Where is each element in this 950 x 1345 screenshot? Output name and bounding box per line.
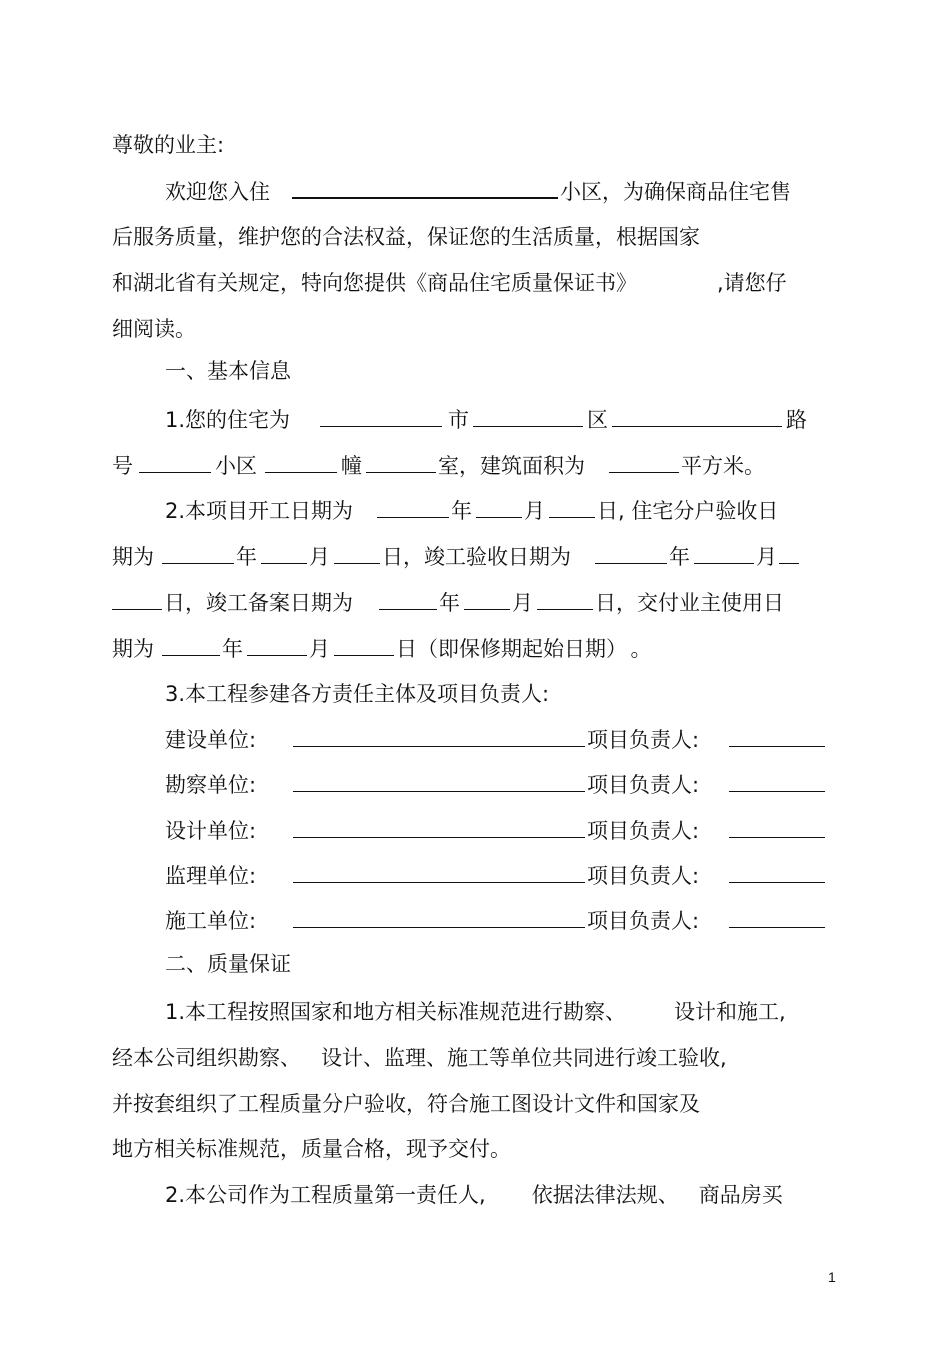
address-line-2	[112, 452, 765, 480]
completion-month-blank[interactable]	[694, 543, 754, 564]
quality-text: 设计和施工,	[674, 1000, 786, 1024]
acceptance-day-blank[interactable]	[334, 543, 380, 564]
party-unit-label: 监理单位:	[165, 864, 257, 888]
road-blank[interactable]	[612, 406, 782, 427]
manager-blank[interactable]	[729, 817, 825, 838]
number-label: 号	[112, 454, 133, 478]
quality-line-5	[165, 1181, 783, 1209]
party-unit-blank[interactable]	[293, 862, 585, 883]
acceptance-month-blank[interactable]	[261, 543, 307, 564]
year-label: 年	[222, 637, 243, 661]
month-label: 月	[309, 637, 330, 661]
party-row	[165, 862, 825, 890]
delivery-date-label: 日，交付业主使用日	[595, 591, 784, 615]
city-blank[interactable]	[320, 406, 442, 427]
party-unit-blank[interactable]	[293, 907, 585, 928]
month-label: 月	[756, 545, 777, 569]
party-unit-blank[interactable]	[293, 817, 585, 838]
quality-line-4: 地方相关标准规范，质量合格，现予交付。	[112, 1137, 511, 1161]
greeting: 尊敬的业主:	[112, 133, 225, 157]
completion-date-label: 日，竣工验收日期为	[382, 545, 571, 569]
district-label: 区	[587, 408, 609, 432]
completion-year-blank[interactable]	[595, 543, 667, 564]
page-number: 1	[828, 1269, 836, 1285]
manager-blank[interactable]	[729, 862, 825, 883]
quality-line-3: 并按套组织了工程质量分户验收，符合施工图设计文件和国家及	[112, 1092, 700, 1116]
quality-text: 设计、监理、施工等单位共同进行竣工验收,	[321, 1046, 727, 1070]
quality-text: 商品房买	[698, 1183, 783, 1207]
parties-title: 3.本工程参建各方责任主体及项目负责人:	[165, 682, 550, 706]
year-label: 年	[439, 591, 460, 615]
manager-label: 项目负责人:	[587, 864, 700, 888]
month-label: 月	[524, 499, 546, 523]
quality-text: 经本公司组织勘察、	[112, 1046, 301, 1070]
month-label: 月	[512, 591, 533, 615]
intro-line-3	[112, 269, 787, 297]
section-1-title: 一、基本信息	[165, 359, 291, 383]
party-unit-blank[interactable]	[293, 726, 585, 747]
completion-day-blank-start[interactable]	[779, 543, 799, 564]
party-row	[165, 817, 825, 845]
filing-date-label: 日，竣工备案日期为	[164, 591, 353, 615]
period-label: 期为	[112, 637, 154, 661]
quality-text: 2.本公司作为工程质量第一责任人,	[165, 1183, 486, 1207]
year-label: 年	[236, 545, 257, 569]
acceptance-year-blank[interactable]	[162, 543, 234, 564]
intro-line-4: 细阅读。	[112, 317, 196, 341]
party-unit-label: 勘察单位:	[165, 773, 257, 797]
start-year-blank[interactable]	[377, 497, 449, 518]
year-label: 年	[669, 545, 690, 569]
quality-text: 1.本工程按照国家和地方相关标准规范进行勘察、	[165, 1000, 627, 1024]
area-label: 室，建筑面积为	[438, 454, 585, 478]
start-date-label: 2.本项目开工日期为	[165, 499, 354, 523]
party-row	[165, 771, 825, 799]
intro-line-1-end: 小区，为确保商品住宅售	[560, 180, 791, 204]
year-label: 年	[451, 499, 473, 523]
manager-label: 项目负责人:	[587, 819, 700, 843]
area-blank[interactable]	[609, 452, 679, 473]
filing-year-blank[interactable]	[379, 589, 437, 610]
quality-line-1	[165, 998, 786, 1026]
building-blank[interactable]	[265, 452, 337, 473]
intro-line-2: 后服务质量，维护您的合法权益，保证您的生活质量，根据国家	[112, 225, 700, 249]
intro-line-3-end: ,请您仔	[717, 271, 787, 295]
start-day-blank[interactable]	[549, 497, 595, 518]
party-unit-label: 设计单位:	[165, 819, 257, 843]
number-blank[interactable]	[139, 452, 211, 473]
manager-blank[interactable]	[729, 726, 825, 747]
address-label: 1.您的住宅为	[165, 408, 291, 432]
road-label: 路	[786, 408, 808, 432]
intro-line-3-text: 和湖北省有关规定，特向您提供《商品住宅质量保证书》	[112, 271, 637, 295]
district-blank[interactable]	[473, 406, 583, 427]
manager-label: 项目负责人:	[587, 773, 700, 797]
acceptance-date-label: 日, 住宅分户验收日	[597, 499, 779, 523]
start-month-blank[interactable]	[476, 497, 522, 518]
city-label: 市	[448, 408, 470, 432]
intro-line-1	[165, 177, 791, 206]
quality-line-2	[112, 1044, 727, 1072]
address-line-1	[165, 406, 807, 434]
delivery-month-blank[interactable]	[247, 635, 307, 656]
party-unit-blank[interactable]	[293, 771, 585, 792]
party-row	[165, 907, 825, 935]
manager-label: 项目负责人:	[587, 728, 700, 752]
section-2-title: 二、质量保证	[165, 952, 291, 976]
dates-line-2	[112, 543, 799, 571]
manager-blank[interactable]	[729, 771, 825, 792]
building-label: 幢	[341, 454, 362, 478]
filing-day-blank[interactable]	[537, 589, 593, 610]
filing-month-blank[interactable]	[464, 589, 510, 610]
dates-line-3	[112, 589, 784, 617]
month-label: 月	[309, 545, 330, 569]
community-label: 小区	[215, 454, 257, 478]
intro-welcome: 欢迎您入住	[165, 180, 270, 204]
manager-blank[interactable]	[729, 907, 825, 928]
manager-label: 项目负责人:	[587, 909, 700, 933]
dates-line-1	[165, 497, 778, 525]
period-label: 期为	[112, 545, 154, 569]
period-mark: 。	[630, 637, 652, 661]
party-row	[165, 726, 825, 754]
delivery-year-blank[interactable]	[162, 635, 220, 656]
warranty-start-label: 日（即保修期起始日期）	[396, 637, 617, 661]
party-unit-label: 建设单位:	[165, 728, 257, 752]
area-unit: 平方米。	[681, 454, 765, 478]
completion-day-blank[interactable]	[112, 589, 162, 610]
community-name-blank[interactable]	[292, 177, 558, 199]
quality-text: 依据法律法规、	[531, 1183, 679, 1207]
room-blank[interactable]	[366, 452, 436, 473]
party-unit-label: 施工单位:	[165, 909, 257, 933]
dates-line-4	[112, 635, 652, 663]
delivery-day-blank[interactable]	[334, 635, 394, 656]
